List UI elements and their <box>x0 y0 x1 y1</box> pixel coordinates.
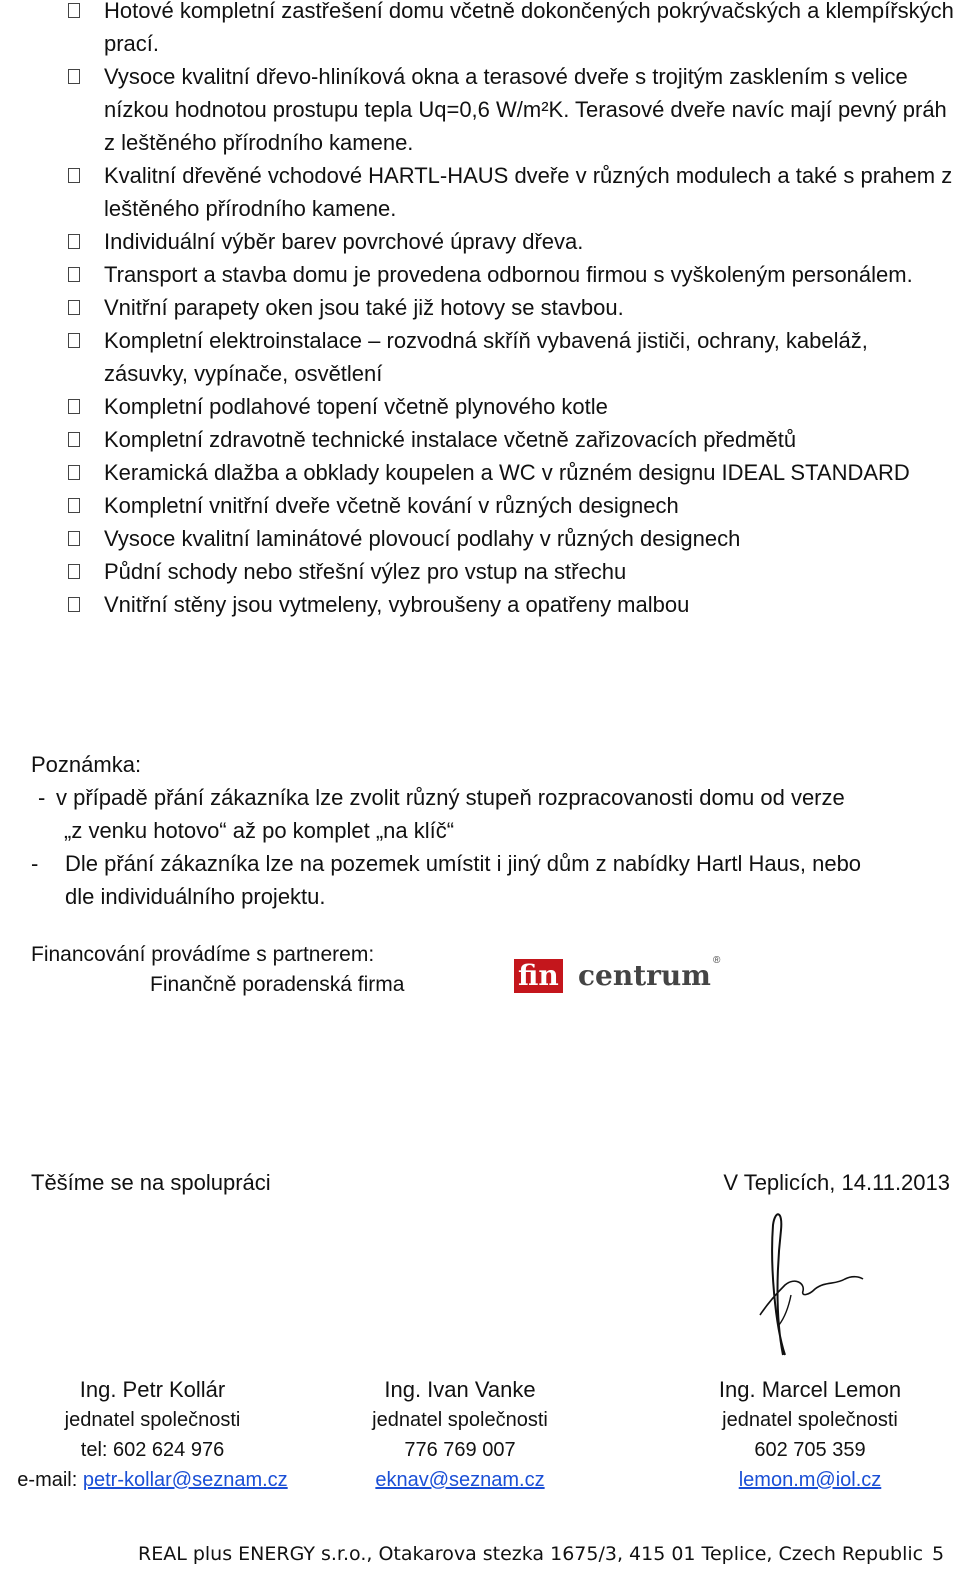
signatory-name: Ing. Ivan Vanke <box>384 1377 536 1402</box>
signatory-phone: 776 769 007 <box>404 1439 516 1461</box>
list-item: Keramická dlažba a obklady koupelen a WC v různém designu IDEAL STANDARD <box>64 456 954 489</box>
note-line-1b: „z venku hotovo“ až po komplet „na klíč“ <box>64 818 455 843</box>
bullet-icon <box>68 300 80 315</box>
signatory-kollar <box>0 1375 305 1495</box>
signatory-phone: tel: 602 624 976 <box>80 1439 225 1461</box>
list-item: Kompletní podlahové topení včetně plynového kotle <box>64 390 954 423</box>
list-item: Půdní schody nebo střešní výlez pro vstup na střechu <box>64 555 954 588</box>
list-item: Kompletní elektroinstalace – rozvodná skříň vybavená jističi, ochrany, kabeláž, zásuvky, vypínače, osvětlení <box>64 324 954 390</box>
list-item: Vnitřní parapety oken jsou také již hotovy se stavbou. <box>64 291 954 324</box>
financing-label: Financování provádíme s partnerem: <box>31 943 375 966</box>
signatory-name: Ing. Marcel Lemon <box>718 1377 902 1402</box>
bullet-icon <box>68 399 80 414</box>
note-dash-2: - <box>31 851 39 876</box>
list-item: Vysoce kvalitní laminátové plovoucí podlahy v různých designech <box>64 522 954 555</box>
bullet-icon <box>68 267 80 282</box>
bullet-icon <box>68 3 80 18</box>
signatory-role: jednatel společnosti <box>64 1409 241 1431</box>
feature-list <box>64 0 954 621</box>
list-item: Kompletní vnitřní dveře včetně kování v různých designech <box>64 489 954 522</box>
closing-greeting: Těšíme se na spolupráci <box>31 1170 271 1195</box>
signatory-name: Ing. Petr Kollár <box>79 1377 226 1402</box>
list-item: Vysoce kvalitní dřevo-hliníková okna a terasové dveře s trojitým zasklením s velice nízkou hodnotou prostupu tepla Uq=0,6 W/m²K. Terasové dveře navíc mají pevný práh z leštěného přírodního kamene. <box>64 60 954 159</box>
note-line-1: v případě přání zákazníka lze zvolit různý stupeň rozpracovanosti domu od verze <box>56 785 845 810</box>
list-item: Hotové kompletní zastřešení domu včetně dokončených pokrývačských a klempířských prací. <box>64 0 954 60</box>
logo-fin: fin <box>514 959 563 993</box>
signatory-role: jednatel společnosti <box>722 1409 898 1431</box>
logo-centrum: centrum <box>578 959 711 992</box>
list-item: Individuální výběr barev povrchové úpravy dřeva. <box>64 225 954 258</box>
signatory-email-row <box>690 1465 930 1495</box>
signature-image <box>745 1205 875 1365</box>
signatory-vanke <box>340 1375 580 1495</box>
bullet-icon <box>68 597 80 612</box>
bullet-icon <box>68 465 80 480</box>
logo-registered: ® <box>713 955 721 966</box>
note-title: Poznámka: <box>31 752 142 777</box>
bullet-icon <box>68 168 80 183</box>
note-line-2b: dle individuálního projektu. <box>65 884 326 909</box>
bullet-icon <box>68 234 80 249</box>
signatory-phone: 602 705 359 <box>754 1439 866 1461</box>
signatory-lemon <box>690 1375 930 1495</box>
list-item: Kvalitní dřevěné vchodové HARTL-HAUS dveře v různých modulech a také s prahem z leštěného přírodního kamene. <box>64 159 954 225</box>
list-item: Kompletní zdravotně technické instalace včetně zařizovacích předmětů <box>64 423 954 456</box>
note-dash-1: - <box>38 785 46 810</box>
fincentrum-logo <box>514 955 721 997</box>
bullet-icon <box>68 498 80 513</box>
financing-subtitle: Finančně poradenská firma <box>150 973 405 996</box>
bullet-icon <box>68 333 80 348</box>
bullet-icon <box>68 69 80 84</box>
bullet-icon <box>68 531 80 546</box>
place-date: V Teplicích, 14.11.2013 <box>723 1170 950 1195</box>
page-footer: REAL plus ENERGY s.r.o., Otakarova stezka 1675/3, 415 01 Teplice, Czech Republic <box>138 1543 924 1565</box>
list-item: Vnitřní stěny jsou vytmeleny, vybroušeny a opatřeny malbou <box>64 588 954 621</box>
bullet-icon <box>68 432 80 447</box>
signatory-email-row <box>340 1465 580 1495</box>
note-line-2: Dle přání zákazníka lze na pozemek umístit i jiný dům z nabídky Hartl Haus, nebo <box>65 851 862 876</box>
email-link[interactable]: eknav@seznam.cz <box>375 1469 545 1491</box>
email-link[interactable]: lemon.m@iol.cz <box>738 1469 882 1491</box>
list-item: Transport a stavba domu je provedena odbornou firmou s vyškoleným personálem. <box>64 258 954 291</box>
signatory-email-row: e-mail: petr-kollar@seznam.cz <box>17 1469 288 1491</box>
signatory-role: jednatel společnosti <box>372 1409 548 1431</box>
bullet-icon <box>68 564 80 579</box>
email-link[interactable]: petr-kollar@seznam.cz <box>82 1469 288 1491</box>
page-number: 5 <box>932 1543 945 1565</box>
